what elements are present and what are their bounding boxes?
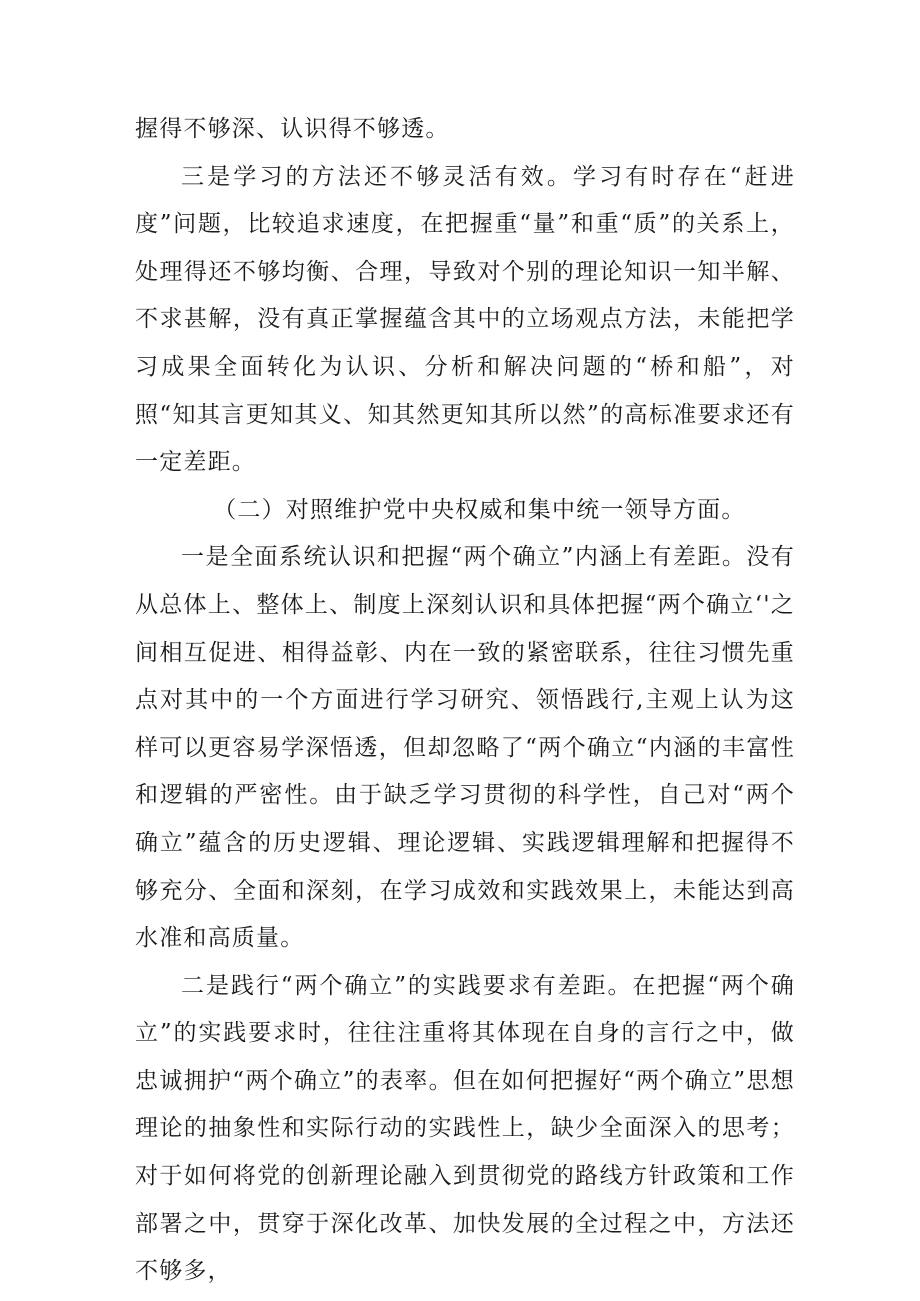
paragraph-point-one: 一是全面系统认识和把握“两个确立”内涵上有差距。没有从总体上、整体上、制度上深刻认识和具体把握“两个确立‘'之间相互促进、相得益彰、内在一致的紧密联系，往往习惯先重点对其中的一个方面进行学习研究、领悟践行,主观上认为这样可以更容易学深悟透，但却忽略了“两个确立“内涵的丰富性和逻辑的严密性。由于缺乏学习贯彻的科学性，自己对“两个确立”蕴含的历史逻辑、理论逻辑、实践逻辑理解和把握得不够充分、全面和深刻，在学习成效和实践效果上，未能达到高水准和高质量。: [135, 544, 795, 952]
document-body: [135, 106, 795, 1296]
paragraph-point-three: 三是学习的方法还不够灵活有效。学习有时存在“赶进度”问题，比较追求速度，在把握重“量”和重“质”的关系上，处理得还不够均衡、合理，导致对个别的理论知识一知半解、不求甚解，没有真正掌握蕴含其中的立场观点方法，未能把学习成果全面转化为认识、分析和解决问题的“桥和船”，对照“知其言更知其义、知其然更知其所以然”的高标准要求还有一定差距。: [135, 163, 795, 476]
paragraph-continuation: 握得不够深、认识得不够透。: [135, 116, 450, 142]
section-heading: （二）对照维护党中央权威和集中统一领导方面。: [213, 496, 746, 523]
paragraph-point-two: 二是践行“两个确立”的实践要求有差距。在把握“两个确立”的实践要求时，往往注重将其体现在自身的言行之中，做忠诚拥护“两个确立”的表率。但在如何把握好“两个确立”思想理论的抽象性和实际行动的实践性上，缺少全面深入的思考；对于如何将党的创新理论融入到贯彻党的路线方针政策和工作部署之中，贯穿于深化改革、加快发展的全过程之中，方法还不够多，: [135, 972, 795, 1285]
